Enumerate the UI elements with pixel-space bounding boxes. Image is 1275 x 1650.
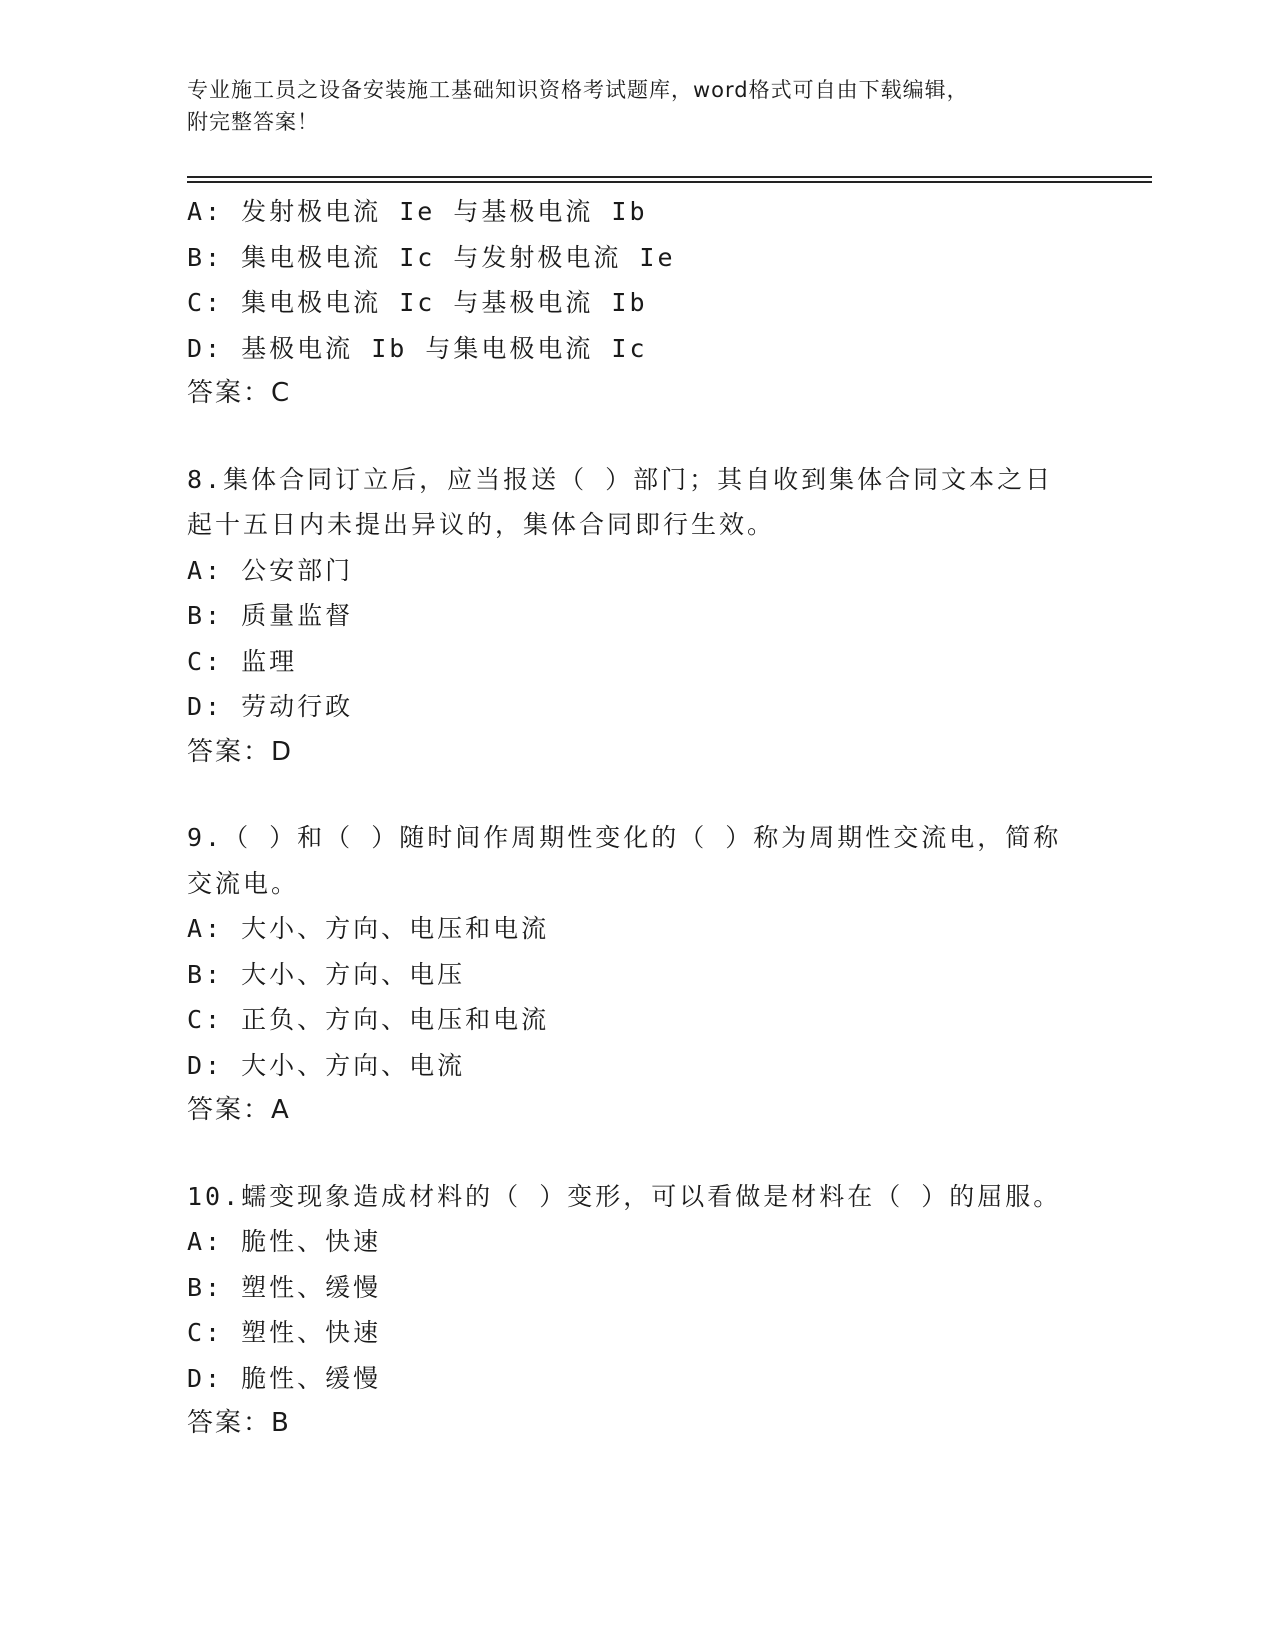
question-8: [187, 457, 1107, 776]
question-stem-line-2: 起十五日内未提出异议的，集体合同即行生效。: [187, 510, 776, 539]
option-c: C: 正负、方向、电压和电流: [187, 1005, 550, 1034]
option-c: C: 监理: [187, 646, 298, 676]
spacer: [187, 417, 1107, 457]
option-d: D: 脆性、缓慢: [187, 1363, 382, 1393]
question-9: [187, 815, 1107, 1134]
question-list: [187, 189, 1107, 1447]
option-b: B: 集电极电流 Ic 与发射极电流 Ie: [187, 242, 676, 272]
question-stem-line-1: 9.（ ）和（ ）随时间作周期性变化的（ ）称为周期性交流电，简称: [187, 823, 1062, 852]
option-d: D: 劳动行政: [187, 692, 354, 721]
question-stem-line-1: 8.集体合同订立后，应当报送（ ）部门；其自收到集体合同文本之日: [187, 464, 1054, 494]
header-divider-bottom: [187, 181, 1152, 183]
header-line-2: 附完整答案！: [187, 110, 319, 134]
spacer: [187, 775, 1107, 815]
spacer: [187, 1134, 1107, 1174]
option-d: D: 大小、方向、电流: [187, 1050, 466, 1080]
question-10: [187, 1174, 1107, 1447]
header-divider-top: [187, 176, 1152, 178]
option-c: C: 集电极电流 Ic 与基极电流 Ib: [187, 288, 648, 317]
answer-line: 答案：C: [187, 378, 292, 408]
option-c: C: 塑性、快速: [187, 1318, 382, 1347]
answer-line: 答案：D: [187, 736, 294, 767]
answer-line: 答案：A: [187, 1095, 291, 1125]
option-a: A: 大小、方向、电压和电流: [187, 914, 550, 943]
answer-line: 答案：B: [187, 1408, 291, 1438]
option-b: B: 质量监督: [187, 601, 354, 630]
option-d: D: 基极电流 Ib 与集电极电流 Ic: [187, 333, 648, 363]
option-b: B: 大小、方向、电压: [187, 959, 466, 989]
option-a: A: 发射极电流 Ie 与基极电流 Ib: [187, 197, 648, 226]
question-7: [187, 189, 1107, 417]
document-header: [187, 74, 1067, 138]
header-line-1: 专业施工员之设备安装施工基础知识资格考试题库，word格式可自由下载编辑，: [187, 78, 969, 102]
option-a: A: 脆性、快速: [187, 1227, 382, 1256]
question-stem-line-2: 交流电。: [187, 868, 300, 898]
option-a: A: 公安部门: [187, 555, 354, 585]
question-stem-line-1: 10.蠕变现象造成材料的（ ）变形，可以看做是材料在（ ）的屈服。: [187, 1181, 1062, 1211]
option-b: B: 塑性、缓慢: [187, 1272, 382, 1302]
